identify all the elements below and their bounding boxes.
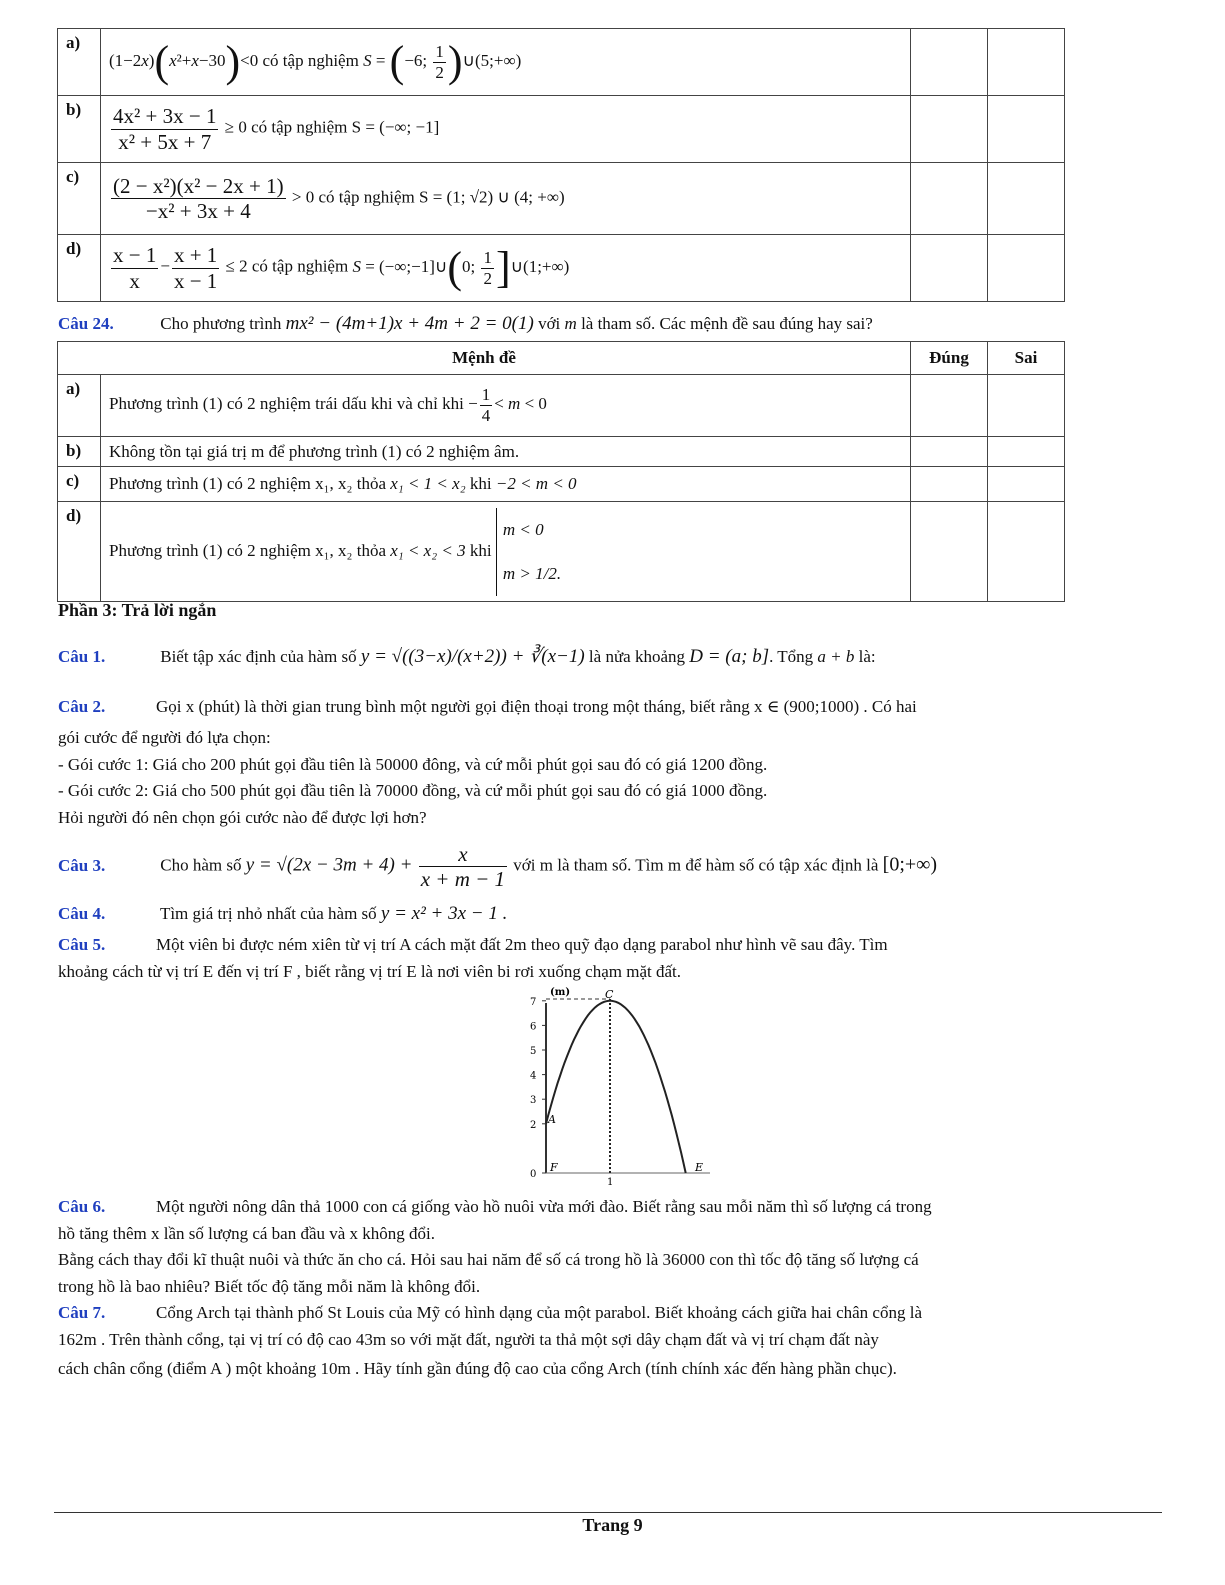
- row-label: d): [58, 502, 101, 602]
- question-2-line-3: - Gói cước 1: Giá cho 200 phút gọi đầu tiên là 50000 đông, và cứ mỗi phút gọi sau đó có giá 1200 đồng.: [58, 755, 768, 774]
- question-label: Câu 5.: [58, 935, 106, 954]
- relation: ≤ 2: [225, 256, 248, 276]
- condition: x₁ < x₂ < 3: [390, 540, 466, 560]
- row-label: c): [58, 467, 101, 502]
- case-2: m > 1/2.: [502, 563, 562, 583]
- y-tick-label: 0: [530, 1169, 537, 1180]
- domain: [0;+∞): [882, 853, 938, 876]
- statement-cell: [101, 375, 911, 437]
- solution-set: S = (−∞; −1]: [351, 117, 440, 137]
- numerator: x − 1: [113, 243, 157, 268]
- y-tick-label: 5: [530, 1046, 537, 1057]
- question-text: Tìm giá trị nhỏ nhất của hàm số: [159, 904, 377, 923]
- x-tick-label: 1: [607, 1177, 614, 1188]
- question-text: Cho hàm số: [160, 855, 242, 875]
- false-checkbox-cell[interactable]: [988, 163, 1065, 235]
- question-label: Câu 1.: [58, 647, 106, 666]
- formula: y = x² + 3x − 1 .: [380, 903, 508, 924]
- numerator: (2 − x²)(x² − 2x + 1): [113, 173, 284, 198]
- question-text: Cho phương trình: [160, 314, 282, 333]
- point-f-label: F: [550, 1161, 558, 1174]
- statement-cell: [101, 96, 911, 163]
- inequality: (1−2x)(x²+x−30)<0: [109, 37, 259, 86]
- fraction: [172, 243, 219, 292]
- question-2-line-1: [58, 697, 1168, 717]
- statement-cell: [101, 163, 911, 235]
- domain: D = (a; b]: [689, 646, 770, 667]
- condition: − $\frac{1}{4}$ < m < 0: [468, 385, 547, 425]
- table-row: [58, 29, 1065, 96]
- false-checkbox-cell[interactable]: [988, 96, 1065, 163]
- statement-text: có tập nghiệm: [251, 117, 348, 137]
- true-checkbox-cell[interactable]: [911, 163, 988, 235]
- true-checkbox-cell[interactable]: [911, 29, 988, 96]
- formula: y = √((3−x)/(x+2)) + ∛(x−1): [360, 646, 585, 667]
- formula: y = √(2x − 3m + 4) +: [245, 854, 413, 876]
- false-checkbox-cell[interactable]: [988, 29, 1065, 96]
- footer-divider: [54, 1512, 1162, 1513]
- denominator: x + m − 1: [420, 867, 506, 892]
- question-text: là:: [858, 647, 876, 666]
- question-text: Một người nông dân thả 1000 con cá giống vào hồ nuôi vừa mới đào. Biết rằng sau mỗi năm thì số lượng cá trong: [156, 1197, 932, 1216]
- true-checkbox-cell[interactable]: [911, 96, 988, 163]
- statement-text: khi: [469, 474, 492, 493]
- table-row: [58, 235, 1065, 302]
- fraction: [111, 104, 218, 153]
- question-7-line-1: [58, 1303, 1168, 1323]
- row-label: b): [58, 437, 101, 467]
- question-2-line-4: - Gói cước 2: Giá cho 500 phút gọi đầu tiên là 70000 đồng, và cứ mỗi phút gọi sau đó có giá 1000 đồng.: [58, 781, 768, 800]
- statement-cell: Không tồn tại giá trị m để phương trình (1) có 2 nghiệm âm.: [101, 437, 911, 467]
- question-text: . Tổng: [769, 647, 814, 666]
- row-label: a): [58, 375, 101, 437]
- question-5-line-2: khoảng cách từ vị trí E đến vị trí F , biết rằng vị trí E là nơi viên bi rơi xuống chạm mặt đất.: [58, 962, 681, 981]
- table-row: [58, 467, 1065, 502]
- question-text: Gọi x (phút) là thời gian trung bình một người gọi điện thoại trong một tháng, biết rằng x ∈ (900;1000) . Có hai: [156, 697, 917, 716]
- statement-text: Phương trình (1) có 2 nghiệm x₁, x₂ thỏa: [109, 540, 386, 560]
- question-24-prompt: [58, 313, 1168, 335]
- unit-label: (m): [550, 987, 571, 998]
- question-6-line-1: [58, 1197, 1168, 1217]
- question-text: với: [538, 314, 561, 333]
- false-checkbox-cell[interactable]: [988, 467, 1065, 502]
- false-checkbox-cell[interactable]: [988, 437, 1065, 467]
- true-checkbox-cell[interactable]: [911, 437, 988, 467]
- question-2-line-5: Hỏi người đó nên chọn gói cước nào để được lợi hơn?: [58, 808, 427, 827]
- true-checkbox-cell[interactable]: [911, 467, 988, 502]
- table-row: [58, 375, 1065, 437]
- column-header-statement: Mệnh đề: [58, 342, 911, 375]
- question-label: Câu 3.: [58, 855, 106, 875]
- y-tick-label: 4: [530, 1070, 537, 1082]
- parabola-figure: [510, 985, 735, 1190]
- true-false-table-q24: [57, 341, 1065, 602]
- row-label: c): [58, 163, 101, 235]
- case-1: m < 0: [502, 519, 544, 539]
- question-5-line-1: [58, 935, 1168, 955]
- row-label: a): [58, 29, 101, 96]
- statement-text: khi: [469, 540, 492, 560]
- question-6-line-2: hồ tăng thêm x lần số lượng cá ban đầu và x không đổi.: [58, 1224, 436, 1243]
- statement-cell: $\frac{x - 1}{x}$ − $\frac{x + 1}{x - 1}$ ≤ 2 có tập nghiệm S = (−∞;−1]∪(0; $\frac{1}{2}$ ]∪(1;+∞): [101, 235, 911, 302]
- numerator: x + 1: [173, 243, 218, 268]
- fraction: [111, 243, 158, 292]
- trajectory-curve: [546, 1001, 686, 1173]
- row-label: b): [58, 96, 101, 163]
- relation: > 0: [291, 187, 315, 207]
- point-a-label: A: [548, 1113, 556, 1126]
- question-7-line-3: cách chân cổng (điểm A ) một khoảng 10m . Hãy tính gần đúng độ cao của cổng Arch (tính chính xác đến hàng phần chục).: [58, 1359, 897, 1378]
- numerator: 4x² + 3x − 1: [113, 104, 217, 129]
- fraction: [419, 842, 507, 891]
- condition: −2 < m < 0: [495, 474, 577, 493]
- statement-text: có tập nghiệm: [262, 50, 359, 70]
- question-text: với m là tham số. Tìm m để hàm số có tập xác định là: [513, 855, 879, 875]
- equation: mx² − (4m+1)x + 4m + 2 = 0(1): [285, 313, 534, 334]
- question-1: [58, 645, 1168, 668]
- question-text: là tham số. Các mệnh đề sau đúng hay sai?: [581, 314, 873, 333]
- case-bracket: [496, 508, 561, 596]
- question-4: [58, 903, 1168, 925]
- page-number: Trang 9: [582, 1515, 643, 1535]
- question-text: Biết tập xác định của hàm số: [160, 647, 357, 666]
- relation: ≥ 0: [224, 117, 247, 137]
- point-e-label: E: [695, 1161, 704, 1174]
- denominator: x − 1: [173, 268, 218, 293]
- table-row: [58, 437, 1065, 467]
- question-6-line-3: Bằng cách thay đổi kĩ thuật nuôi và thức ăn cho cá. Hỏi sau hai năm để số cá trong hồ là 36000 con thì tốc độ tăng số lượng cá: [58, 1250, 919, 1269]
- statement-text: Phương trình (1) có 2 nghiệm x₁, x₂ thỏa: [109, 474, 386, 493]
- true-checkbox-cell[interactable]: [911, 235, 988, 302]
- table-row: [58, 96, 1065, 163]
- question-2-line-2: gói cước để người đó lựa chọn:: [58, 728, 271, 747]
- statement-text: có tập nghiệm: [318, 187, 415, 207]
- solution-set: S = (−6; $\frac{1}{2}$ )∪(5;+∞): [363, 37, 522, 86]
- y-tick-label: 6: [530, 1021, 537, 1033]
- denominator: −x² + 3x + 4: [145, 199, 251, 223]
- question-text: là nửa khoảng: [588, 647, 685, 666]
- question-7-line-2: 162m . Trên thành cổng, tại vị trí có độ cao 43m so với mặt đất, người ta thả một sợi dây chạm đất và vị trí chạm đất này: [58, 1330, 879, 1349]
- y-tick-label: 2: [530, 1119, 537, 1131]
- solution-set: S = (1; √2) ∪ (4; +∞): [419, 187, 565, 207]
- condition: x₁ < 1 < x₂: [390, 474, 466, 493]
- statement-cell: [101, 29, 911, 96]
- point-c-label: C: [605, 988, 614, 1001]
- false-checkbox-cell[interactable]: [988, 235, 1065, 302]
- true-checkbox-cell[interactable]: [911, 375, 988, 437]
- y-tick-label: 7: [530, 996, 537, 1008]
- denominator: x: [129, 268, 140, 293]
- true-checkbox-cell[interactable]: [911, 502, 988, 602]
- y-tick-group: [530, 997, 546, 1180]
- table-row: [58, 502, 1065, 602]
- question-label: Câu 4.: [58, 904, 106, 923]
- question-label: Câu 6.: [58, 1197, 106, 1216]
- variable: m: [564, 314, 577, 333]
- table-row: [58, 163, 1065, 235]
- statement-text: có tập nghiệm: [251, 256, 349, 276]
- formula: a + b: [817, 647, 855, 666]
- statement-text: Phương trình (1) có 2 nghiệm trái dấu khi và chỉ khi: [109, 394, 464, 414]
- question-6-line-4: trong hồ là bao nhiêu? Biết tốc độ tăng mỗi năm là không đổi.: [58, 1277, 481, 1296]
- numerator: x: [419, 842, 507, 867]
- question-label: Câu 2.: [58, 697, 106, 716]
- question-text: Cổng Arch tại thành phố St Louis của Mỹ có hình dạng của một parabol. Biết khoảng cách giữa hai chân cổng là: [156, 1303, 922, 1322]
- question-label: Câu 24.: [58, 314, 114, 333]
- statement-cell: [101, 502, 911, 602]
- y-tick-label: 3: [530, 1095, 537, 1107]
- question-3: [58, 842, 1168, 891]
- column-header-false: Sai: [988, 342, 1065, 375]
- denominator: x² + 5x + 7: [118, 129, 212, 154]
- false-checkbox-cell[interactable]: [988, 502, 1065, 602]
- column-header-true: Đúng: [911, 342, 988, 375]
- row-label: d): [58, 235, 101, 302]
- solution-set: S = (−∞;−1]∪(0; $\frac{1}{2}$ ]∪(1;+∞): [352, 243, 570, 292]
- fraction: [111, 174, 286, 223]
- question-label: Câu 7.: [58, 1303, 106, 1322]
- false-checkbox-cell[interactable]: [988, 375, 1065, 437]
- table-header-row: [58, 342, 1065, 375]
- true-false-table-q23: [57, 28, 1065, 302]
- question-text: Một viên bi được ném xiên từ vị trí A cách mặt đất 2m theo quỹ đạo dạng parabol như hình vẽ sau đây. Tìm: [156, 935, 888, 954]
- section-title: Phần 3: Trả lời ngắn: [58, 600, 217, 620]
- statement-cell: [101, 467, 911, 502]
